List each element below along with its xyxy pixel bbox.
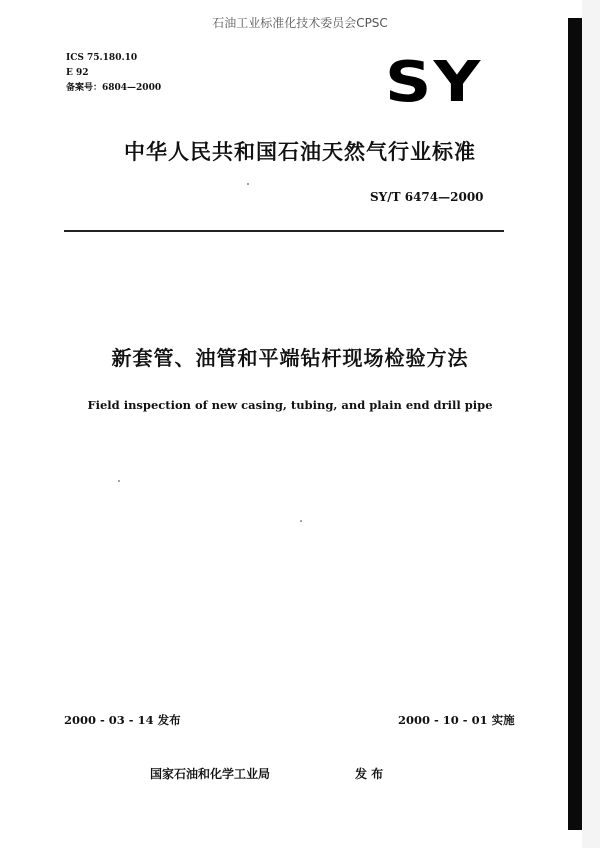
class-code: E 92	[66, 68, 89, 78]
sy-logo: SY	[385, 50, 483, 115]
publisher: 国家石油和化学工业局	[150, 767, 271, 781]
standard-code: SY/T 6474—2000	[370, 190, 484, 204]
ics-code: ICS 75.180.10	[66, 53, 138, 63]
page-edge	[582, 0, 600, 848]
record-number: 备案号：6804—2000	[66, 83, 162, 93]
scan-speck	[247, 183, 249, 185]
document-title-en: Field inspection of new casing, tubing, and plain end drill pipe	[87, 398, 493, 412]
scan-speck	[300, 520, 302, 522]
watermark: 石油工业标准化技术委员会CPSC	[212, 16, 388, 30]
document-title-cn: 新套管、油管和平端钻杆现场检验方法	[111, 346, 469, 370]
scan-edge-bar	[568, 18, 582, 830]
publish-label: 发 布	[355, 767, 384, 781]
divider-rule	[64, 230, 504, 232]
scan-speck	[118, 480, 120, 482]
standard-category-title: 中华人民共和国石油天然气行业标准	[124, 140, 476, 164]
issue-date: 2000 - 03 - 14 发布	[64, 713, 181, 727]
effective-date: 2000 - 10 - 01 实施	[398, 713, 515, 727]
